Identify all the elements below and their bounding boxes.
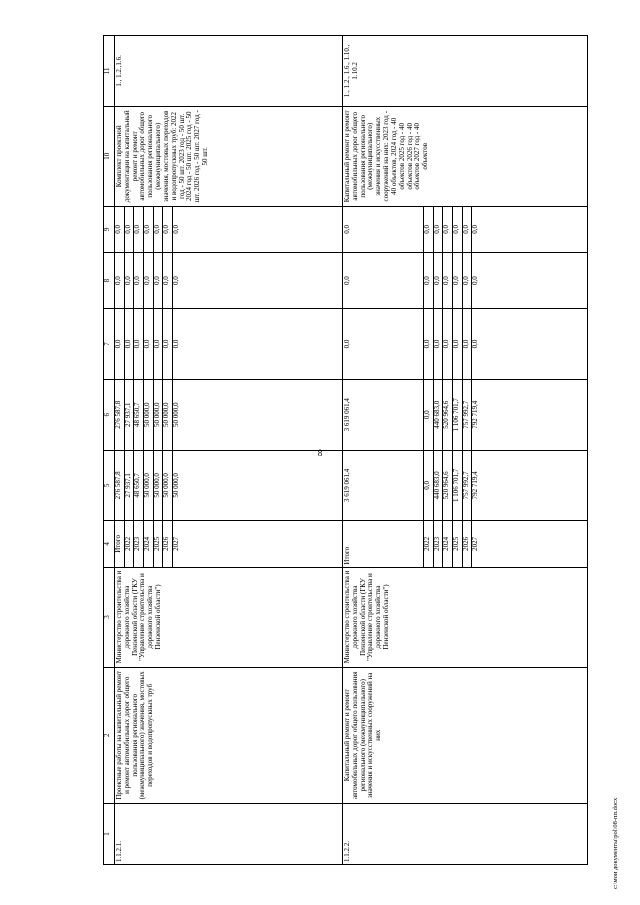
- amount-value: 0,0: [163, 309, 173, 379]
- year-list: [115, 521, 182, 566]
- footer-file-path: c:\мои документы\pol\08-пп.docx: [612, 797, 619, 889]
- amount-federal-cell: [115, 309, 343, 380]
- amount-value: 0,0: [144, 207, 154, 252]
- amount-value: 27 937,1: [124, 451, 134, 521]
- amount-value: 0,0: [114, 276, 122, 285]
- amount-value: 0,0: [424, 380, 434, 450]
- amount-value: 520 964,6: [443, 451, 453, 521]
- total-value: 0,0: [343, 225, 351, 234]
- year-value: 2026: [163, 521, 173, 566]
- amount-value: 276 587,8: [114, 400, 122, 429]
- year-value: 2025: [453, 521, 463, 566]
- amount-regional-cell: [343, 379, 588, 450]
- amount-other-cell: [343, 206, 588, 252]
- amount-value: 0,0: [424, 207, 434, 252]
- year-value: 2024: [443, 521, 453, 566]
- total-value: 0,0: [343, 339, 351, 349]
- row-name: Проектные работы на капитальный ремонт и ремонт автомобильных дорог общего пользования регионального (межмуниципального) значения, мостовых переходов и водопропускных труб: [115, 667, 343, 804]
- amount-value: 520 964,6: [443, 380, 453, 450]
- amount-value: 1 106 701,7: [453, 451, 463, 521]
- amount-value: 0,0: [433, 253, 443, 308]
- amount-value: 0,0: [424, 451, 434, 521]
- amount-value: 0,0: [153, 309, 163, 379]
- col-header-4: 4: [104, 521, 115, 567]
- amount-value: 0,0: [163, 253, 173, 308]
- amount-value: 50 000,0: [144, 451, 154, 521]
- amount-other-cell: [115, 206, 343, 252]
- year-value: 2027: [472, 521, 481, 566]
- row-executor: Министерство строительства и дорожного хозяйства Пензенской области (ГКУ "Управление строительства и дорожного хозяйства Пензенской области"): [343, 567, 588, 667]
- amount-value: 0,0: [453, 253, 463, 308]
- amount-value: 440 683,0: [433, 380, 443, 450]
- year-value: 2027: [173, 521, 182, 566]
- row-indicator: Комплект проектной документации на капитальный ремонт и ремонт автомобильных дорог общего пользования регионального (межмуниципального) значения, мостовых переходов и водопропускных труб: 2022 год - 50 шт. 2023 год - 50 шт. 2024 год - 50 шт. 2025 год - 50 шт. 2026 год - 50 шт. 2027 год - 50 шт.: [115, 106, 343, 206]
- amount-regional-cell: [115, 379, 343, 450]
- table-row: [115, 36, 343, 865]
- amount-value: 50 000,0: [163, 380, 173, 450]
- amount-value: 0,0: [124, 207, 134, 252]
- amount-value: 0,0: [433, 309, 443, 379]
- amount-total-cell: [343, 450, 588, 521]
- col-header-5: 5: [104, 450, 115, 521]
- year-value: 2025: [153, 521, 163, 566]
- col-header-10: 10: [104, 106, 115, 206]
- amount-value: 50 000,0: [153, 451, 163, 521]
- amount-value: 0,0: [134, 207, 144, 252]
- total-value: 0,0: [343, 276, 351, 285]
- amount-value: 440 683,0: [433, 451, 443, 521]
- row-name: Капитальный ремонт и ремонт автомобильных дорог общего пользования регионального (межмуниципального) значения и искусственных сооружений на них: [343, 667, 588, 804]
- year-value: Итого: [114, 535, 122, 553]
- table-row: [343, 36, 588, 865]
- year-value: 2023: [134, 521, 144, 566]
- amount-value: 276 587,8: [114, 471, 122, 500]
- amount-value: 0,0: [173, 253, 182, 308]
- amount-value: 50 000,0: [163, 451, 173, 521]
- amount-value: 792 719,4: [472, 380, 481, 450]
- amount-value: 0,0: [453, 207, 463, 252]
- amount-value: 50 000,0: [173, 380, 182, 450]
- rotated-table-container: [103, 35, 588, 865]
- amount-value: 0,0: [134, 309, 144, 379]
- amount-value: 48 650,7: [134, 380, 144, 450]
- amount-value: 0,0: [144, 253, 154, 308]
- amount-value: 0,0: [163, 207, 173, 252]
- amount-value: 1 106 701,7: [453, 380, 463, 450]
- amount-value: 27 937,1: [124, 380, 134, 450]
- col-header-1: 1: [104, 804, 115, 865]
- amount-federal-cell: [343, 309, 588, 380]
- amount-value: 0,0: [173, 207, 182, 252]
- amount-value: 0,0: [443, 207, 453, 252]
- amount-value: 50 000,0: [144, 380, 154, 450]
- program-table: [103, 35, 588, 865]
- col-header-9: 9: [104, 206, 115, 252]
- col-header-7: 7: [104, 309, 115, 380]
- amount-total-cell: [115, 450, 343, 521]
- amount-value: 0,0: [153, 253, 163, 308]
- col-header-2: 2: [104, 667, 115, 804]
- year-value: 2026: [462, 521, 472, 566]
- year-value: 2023: [433, 521, 443, 566]
- amount-value: 0,0: [472, 207, 481, 252]
- total-label: Итого: [343, 546, 351, 565]
- amount-value: 0,0: [462, 253, 472, 308]
- row-ref: 1., 1.2.,1.6.: [115, 36, 343, 107]
- col-header-8: 8: [104, 253, 115, 309]
- year-list: [423, 521, 481, 566]
- amount-value: 0,0: [472, 253, 481, 308]
- amount-value: 48 650,7: [134, 451, 144, 521]
- amount-value: 50 000,0: [153, 380, 163, 450]
- year-cell: [343, 521, 588, 567]
- amount-value: 0,0: [144, 309, 154, 379]
- amount-value: 757 992,7: [462, 451, 472, 521]
- amount-value: 0,0: [433, 207, 443, 252]
- amount-value: 0,0: [124, 253, 134, 308]
- amount-value: 0,0: [443, 253, 453, 308]
- row-executor: Министерство строительства и дорожного хозяйства Пензенской области (ГКУ "Управление строительства и дорожного хозяйства Пензенской области"): [115, 567, 343, 667]
- amount-value: 0,0: [124, 309, 134, 379]
- amount-local-cell: [115, 253, 343, 309]
- amount-value: 0,0: [472, 309, 481, 379]
- row-ref: 1., 1.2., 1.6., 1.10., 1.10.2: [343, 36, 588, 107]
- amount-value: 0,0: [173, 309, 182, 379]
- row-indicator: Капитальный ремонт и ремонт автомобильных дорог общего пользования регионального (межмуниципального) значения и искусственных сооружений на них: 2023 год - 40 объектов, 2024 год - 40 объектов 2025 год - 40 объектов 2026 год - 40 объектов 2027 год - 40 объектов: [343, 106, 588, 206]
- year-value: 2022: [424, 521, 434, 566]
- total-value: 3 619 061,4: [343, 468, 351, 503]
- amount-value: 757 992,7: [462, 380, 472, 450]
- amount-value: 0,0: [443, 309, 453, 379]
- column-header-row: [104, 36, 115, 865]
- col-header-3: 3: [104, 567, 115, 667]
- page-number: 8: [317, 448, 323, 458]
- col-header-6: 6: [104, 379, 115, 450]
- amount-value: 0,0: [424, 253, 434, 308]
- row-code: 1.1.2.2.: [343, 804, 588, 865]
- total-value: 3 619 061,4: [343, 398, 351, 432]
- amount-value: 0,0: [453, 309, 463, 379]
- amount-value: 0,0: [153, 207, 163, 252]
- year-cell: [115, 521, 343, 567]
- amount-value: 0,0: [462, 309, 472, 379]
- amount-value: 50 000,0: [173, 451, 182, 521]
- amount-value: 0,0: [114, 225, 122, 234]
- amount-value: 0,0: [462, 207, 472, 252]
- row-code: 1.1.2.1.: [115, 804, 343, 865]
- amount-value: 0,0: [114, 339, 122, 349]
- amount-value: 0,0: [424, 309, 434, 379]
- amount-local-cell: [343, 253, 588, 309]
- amount-value: 792 719,4: [472, 451, 481, 521]
- amount-value: 0,0: [134, 253, 144, 308]
- year-value: 2024: [144, 521, 154, 566]
- year-value: 2022: [124, 521, 134, 566]
- col-header-11: 11: [104, 36, 115, 107]
